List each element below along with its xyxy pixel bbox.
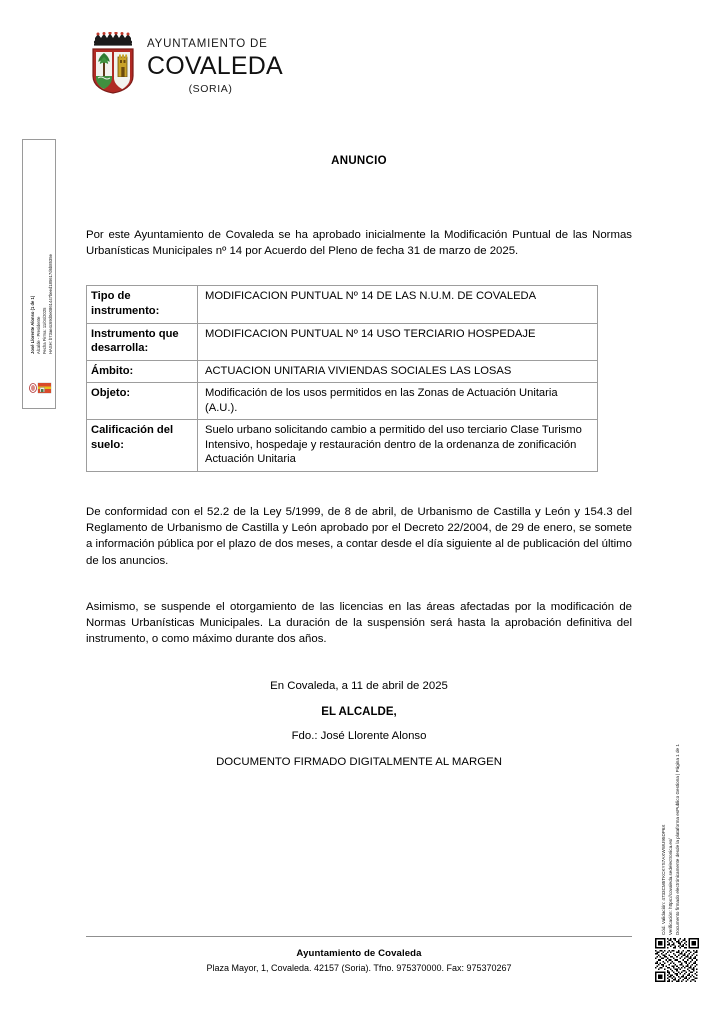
table-row [87,286,598,323]
page-title: ANUNCIO [331,155,387,167]
logo-line-covaleda: COVALEDA [147,51,283,80]
signer-name: José Llorente Alonso (1 de 1) [30,295,36,354]
signature-date: Fecha Firma: 11/04/2025 [42,307,48,354]
signature-hash: HASH: b73ae4c69d0e0861447beed185617d6b8535e [48,254,54,354]
suspension-paragraph: Asimismo, se suspende el otorgamiento de las licencias en las áreas afectadas por la modificación de Normas Urbanísticas Municipales. La duración de la suspensión será hasta la aprobación definitiva del instrumento, o como máximo durante dos años. [86,600,632,646]
footer-address: Plaza Mayor, 1, Covaleda. 42157 (Soria). Tfno. 975370000. Fax: 975370267 [206,963,512,973]
intro-paragraph: Por este Ayuntamiento de Covaleda se ha aprobado inicialmente la Modificación Puntual de las Normas Urbanísticas Municipales nº 14 por Acuerdo del Pleno de fecha 31 de marzo de 2025. [86,229,632,258]
verification-url[interactable]: Verificación: https://covaleda.sedelectronica.es/ [668,838,674,935]
digital-signature-stamp-icon [27,380,53,396]
row-label: Tipo de instrumento: [87,286,198,323]
row-value: Modificación de los usos permitidos en las Zonas de Actuación Unitaria (A.U.). [198,383,598,420]
footer [86,948,632,973]
right-verification-rotated-text [652,615,682,935]
footer-entity: Ayuntamiento de Covaleda [296,948,422,959]
row-value: ACTUACION UNITARIA VIVIENDAS SOCIALES LAS LOSAS [198,360,598,383]
validation-code: Cód. Validación: 4733CM5TKCKYS7AXWWU95DP6X [661,824,667,935]
table-row [87,323,598,360]
signature-role: EL ALCALDE, [321,705,397,718]
table-row [87,360,598,383]
signer-role: Alcalde - Presidente [36,316,42,354]
row-label: Instrumento que desarrolla: [87,323,198,360]
signature-digital-note: DOCUMENTO FIRMADO DIGITALMENTE AL MARGEN [216,756,502,769]
signature-block [86,681,632,768]
platform-note: Documento firmado electrónicamente desde la plataforma esPublico Gestiona | Página 1 de 1 [675,744,681,935]
row-value: MODIFICACION PUNTUAL Nº 14 USO TERCIARIO HOSPEDAJE [198,323,598,360]
row-label: Ámbito: [87,360,198,383]
footer-divider [86,936,632,937]
left-signature-margin [22,139,56,409]
right-verification-margin [652,615,682,935]
row-value: MODIFICACION PUNTUAL Nº 14 DE LAS N.U.M. DE COVALEDA [198,286,598,323]
signature-place-date: En Covaleda, a 11 de abril de 2025 [270,680,448,693]
qr-code-icon[interactable] [655,938,699,982]
instrument-details-table [86,285,598,472]
document-body [86,0,632,768]
row-label: Calificación del suelo: [87,420,198,472]
left-signature-rotated-text [23,140,57,410]
row-value: Suelo urbano solicitando cambio a permitido del uso terciario Clase Turismo Intensivo, hospedaje y restauración dentro de la ordenanza de zonificación Actuación Unitaria [198,420,598,472]
row-label: Objeto: [87,383,198,420]
logo-line-ayuntamiento: AYUNTAMIENTO DE [147,38,268,50]
logo-line-soria: (SORIA) [188,82,233,95]
table-row [87,420,598,472]
signature-signed-by: Fdo.: José Llorente Alonso [291,729,427,742]
conformity-paragraph: De conformidad con el 52.2 de la Ley 5/1999, de 8 de abril, de Urbanismo de Castilla y León y 154.3 del Reglamento de Urbanismo de Castilla y León aprobado por el Decreto 22/2004, de 29 de enero, se somete a información pública por el plazo de dos meses, a contar desde el día siguiente al de publicación del último de los anuncios. [86,506,632,567]
table-row [87,383,598,420]
